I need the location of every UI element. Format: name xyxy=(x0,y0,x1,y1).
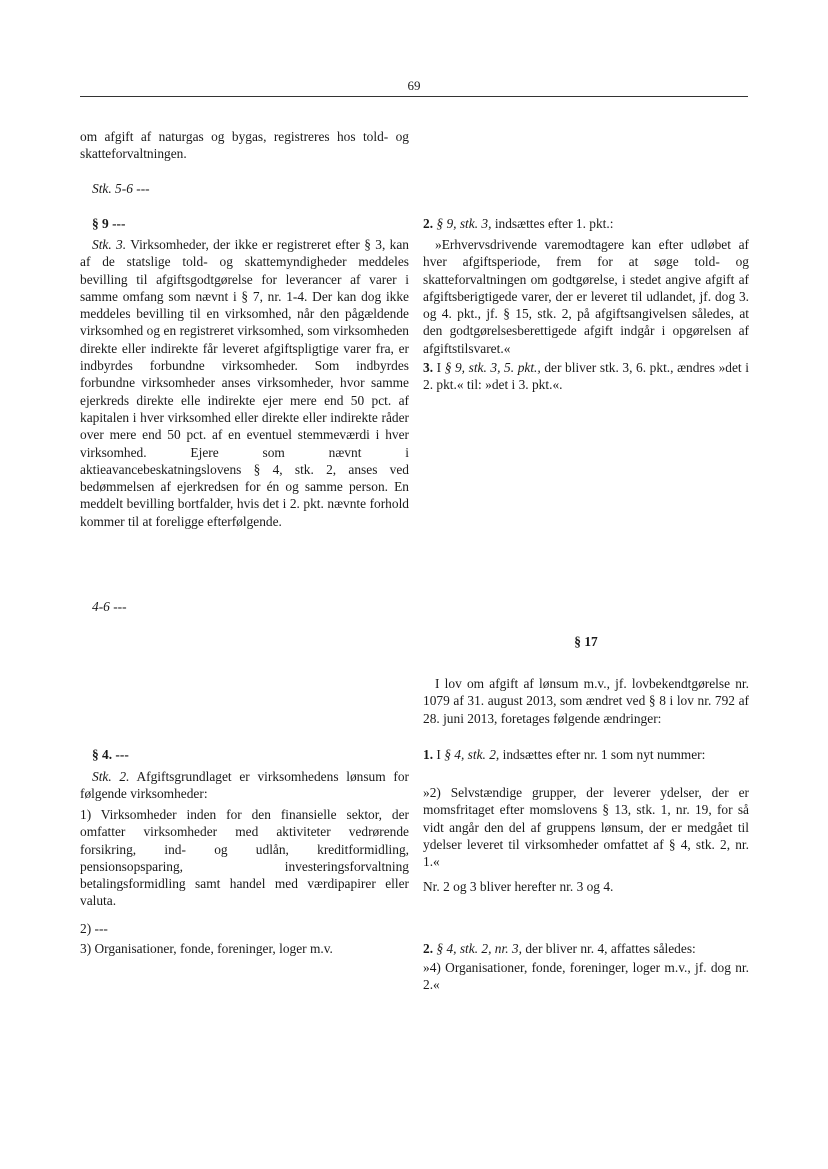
section-4-item-3: 3) Organisationer, fonde, foreninger, loger m.v. xyxy=(80,941,333,956)
amendment-b1-quote: »2) Selvstændige grupper, der leverer ydelser, der er momsfritaget efter momslovens § 13, stk. 1, nr. 19, for så vidt angår den del af gruppens lønsum, der er medgået til ydelser leveret til virksomheder omfattet af § 4, stk. 2, nr. 1.« xyxy=(423,785,749,870)
section-4-item-1: 1) Virksomheder inden for den finansielle sektor, der omfatter virksomheder med aktiviteter vedrørende forsikring, ind- og udlån, kreditformidling, pensionsopsparing, investeringsforvaltning betalingsformidling samt handel med værdipapirer eller valuta. xyxy=(80,807,409,909)
amendment-b2 xyxy=(423,940,749,957)
section-9-tail: 4-6 --- xyxy=(92,599,127,614)
amendment-text: indsættes efter nr. 1 som nyt nummer: xyxy=(502,747,706,762)
amendment-2 xyxy=(423,215,749,232)
amendment-b1 xyxy=(423,746,749,763)
amendment-reference: § 9, stk. 3, 5. pkt., xyxy=(444,360,541,375)
amendment-b1-tail: Nr. 2 og 3 bliver herefter nr. 3 og 4. xyxy=(423,879,614,894)
amendment-text: indsættes efter 1. pkt.: xyxy=(494,216,614,231)
section-17-intro: I lov om afgift af lønsum m.v., jf. lovbekendtgørelse nr. 1079 af 31. august 2013, som ændret ved § 8 i lov nr. 792 af 28. juni 2013, foretages følgende ændringer: xyxy=(423,676,749,726)
amendment-b2-quote: »4) Organisationer, fonde, foreninger, loger m.v., jf. dog nr. 2.« xyxy=(423,960,749,993)
stk-label: Stk. 3. xyxy=(92,237,127,252)
section-4-stk-2 xyxy=(80,768,409,803)
section-9-heading: § 9 --- xyxy=(92,216,126,231)
section-9-text: Virksomheder, der ikke er registreret efter § 3, kan af de statslige told- og skattemyndigheder meddeles bevilling til afgiftsgodtgørelse for leverancer af varer i samme omfang som nævnt i § 7, nr. 1-4. Der kan dog ikke meddeles bevilling til en virksomhed, når den pågældende virksomhed og en registreret virksomhed, som virksomheden direkte eller indirekte får leveret afgiftspligtige varer fra, er indbyrdes forbundne virksomheder. Som indbyrdes forbundne virksomheder anses virksomheder, hvor samme ejerkreds direkte elle indirekte ejer mere end 50 pct. af kapitalen i hver virksomhed eller direkte eller indirekte råder over mere end 50 pct. af en eventuel stemmeværdi i hver virksomhed. Ejere som nævnt i aktieavancebeskatningslovens § 4, stk. 2, anses ved bedømmelsen af ejerkredsen for én og samme person. En meddelt bevilling bortfalder, hvis det i 2. pkt. nævnte forhold kommer til at foreligge efterfølgende. xyxy=(80,237,409,529)
amendment-number: 1. xyxy=(423,747,434,762)
section-4-stk-text: Afgiftsgrundlaget er virksomhedens lønsum for følgende virksomheder: xyxy=(80,769,409,802)
amendment-text: der bliver nr. 4, affattes således: xyxy=(525,941,696,956)
header-divider xyxy=(80,96,748,97)
section-9-stk-3 xyxy=(80,236,409,530)
stk-5-6-label: Stk. 5-6 --- xyxy=(92,181,150,196)
amendment-number: 2. xyxy=(423,941,434,956)
section-4-item-2: 2) --- xyxy=(80,921,108,936)
section-17-heading: § 17 xyxy=(574,634,598,649)
amendment-3 xyxy=(423,359,749,394)
amendment-reference: § 9, stk. 3, xyxy=(436,216,492,231)
page-number: 69 xyxy=(407,78,421,93)
amendment-reference: § 4, stk. 2, nr. 3, xyxy=(436,941,522,956)
amendment-prefix: I xyxy=(436,360,442,375)
amendment-text: der bliver stk. 3, 6. pkt., ændres »det i 2. pkt.« til: »det i 3. pkt.«. xyxy=(423,360,749,393)
stk-label: Stk. 2. xyxy=(92,769,130,784)
amendment-2-quote: »Erhvervsdrivende varemodtagere kan efter udløbet af hver afgiftsperiode, frem for at søge told- og skatteforvaltningen om godtgørelse, i stedet angive afgift af afgiftsberigtigede varer, der er leveret til udlandet, jf. dog 3. og 4. pkt., jf. § 15, stk. 2, på afgiftsangivelsen således, at den godtgørelsesberettigede afgift indgår i opgørelsen af afgiftstilsvaret.« xyxy=(423,237,749,356)
amendment-number: 2. xyxy=(423,216,434,231)
amendment-prefix: I xyxy=(436,747,441,762)
intro-paragraph: om afgift af naturgas og bygas, registreres hos told- og skatteforvaltningen. xyxy=(80,129,409,162)
section-4-heading: § 4. --- xyxy=(92,747,129,762)
amendment-reference: § 4, stk. 2, xyxy=(444,747,500,762)
amendment-number: 3. xyxy=(423,360,434,375)
